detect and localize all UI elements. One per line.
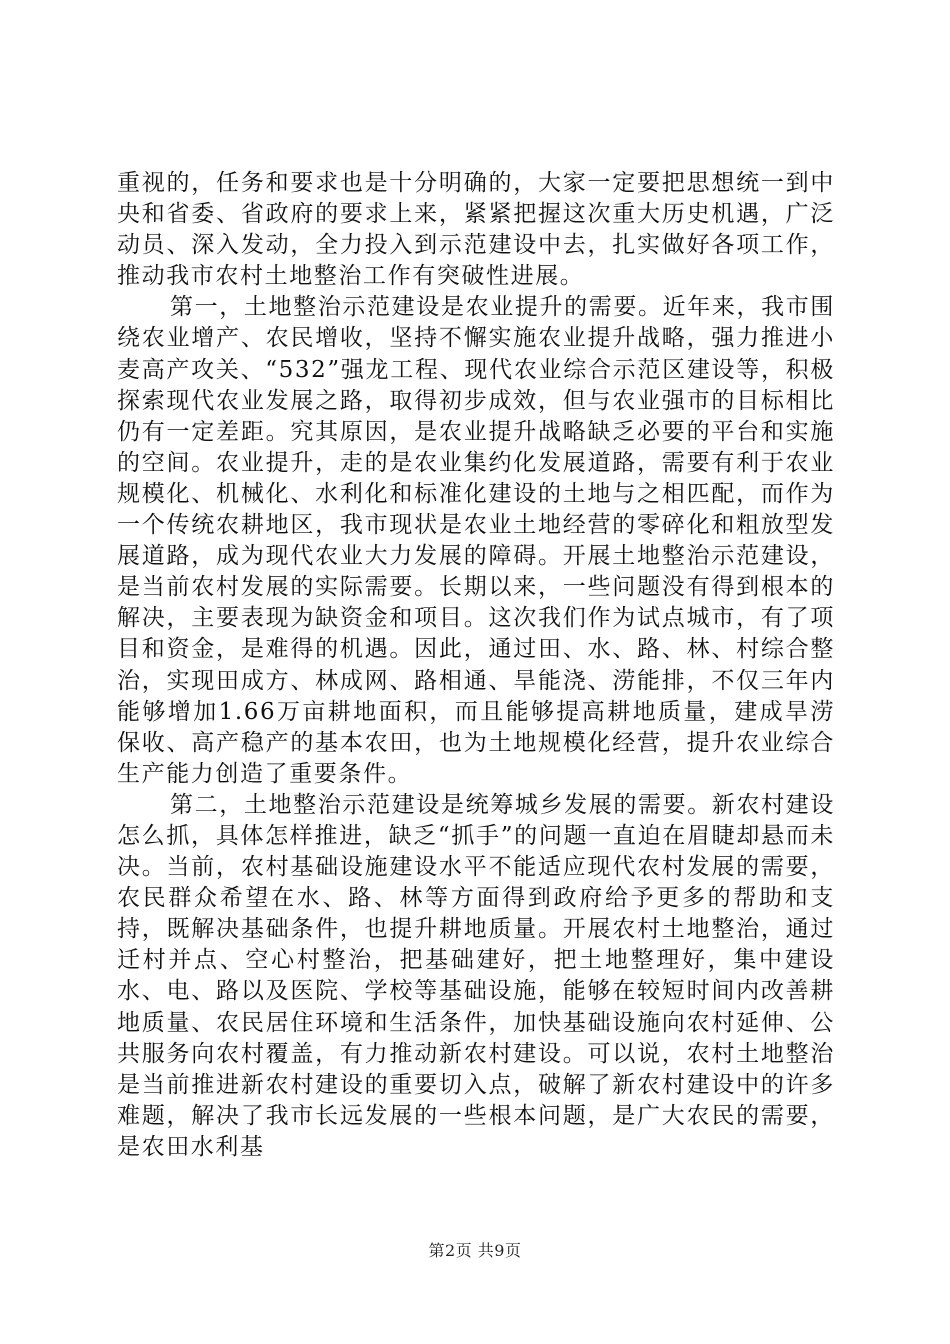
paragraph-second-point: 第二，土地整治示范建设是统筹城乡发展的需要。新农村建设怎么抓，具体怎样推进，缺乏“抓手”的问题一直迫在眉睫却悬而未决。当前，农村基础设施建设水平不能适应现代农村发展的需要，农民群众希望在水、路、林等方面得到政府给予更多的帮助和支持，既解决基础条件，也提升耕地质量。开展农村土地整治，通过迁村并点、空心村整治，把基础建好，把土地整理好，集中建设水、电、路以及医院、学校等基础设施，能够在较短时间内改善耕地质量、农民居住环境和生活条件，加快基础设施向农村延伸、公共服务向农村覆盖，有力推动新农村建设。可以说，农村土地整治是当前推进新农村建设的重要切入点，破解了新农村建设中的许多难题，解决了我市长远发展的一些根本问题，是广大农民的需要，是农田水利基	[117, 791, 835, 1160]
paragraph-continuation: 重视的，任务和要求也是十分明确的，大家一定要把思想统一到中央和省委、省政府的要求上来，紧紧把握这次重大历史机遇，广泛动员、深入发动，全力投入到示范建设中去，扎实做好各项工作，推动我市农村土地整治工作有突破性进展。	[117, 170, 835, 290]
page-footer: 第2页 共9页	[428, 1241, 522, 1260]
paragraph-first-point: 第一，土地整治示范建设是农业提升的需要。近年来，我市围绕农业增产、农民增收，坚持不懈实施农业提升战略，强力推进小麦高产攻关、“532”强龙工程、现代农业综合示范区建设等，积极探索现代农业发展之路，取得初步成效，但与农业强市的目标相比仍有一定差距。究其原因，是农业提升战略缺乏必要的平台和实施的空间。农业提升，走的是农业集约化发展道路，需要有利于农业规模化、机械化、水利化和标准化建设的土地与之相匹配，而作为一个传统农耕地区，我市现状是农业土地经营的零碎化和粗放型发展道路，成为现代农业大力发展的障碍。开展土地整治示范建设，是当前农村发展的实际需要。长期以来，一些问题没有得到根本的解决，主要表现为缺资金和项目。这次我们作为试点城市，有了项目和资金，是难得的机遇。因此，通过田、水、路、林、村综合整治，实现田成方、林成网、路相通、旱能浇、涝能排，不仅三年内能够增加1.66万亩耕地面积，而且能够提高耕地质量，建成旱涝保收、高产稳产的基本农田，也为土地规模化经营，提升农业综合生产能力创造了重要条件。	[117, 294, 835, 787]
body-text	[117, 168, 835, 1163]
